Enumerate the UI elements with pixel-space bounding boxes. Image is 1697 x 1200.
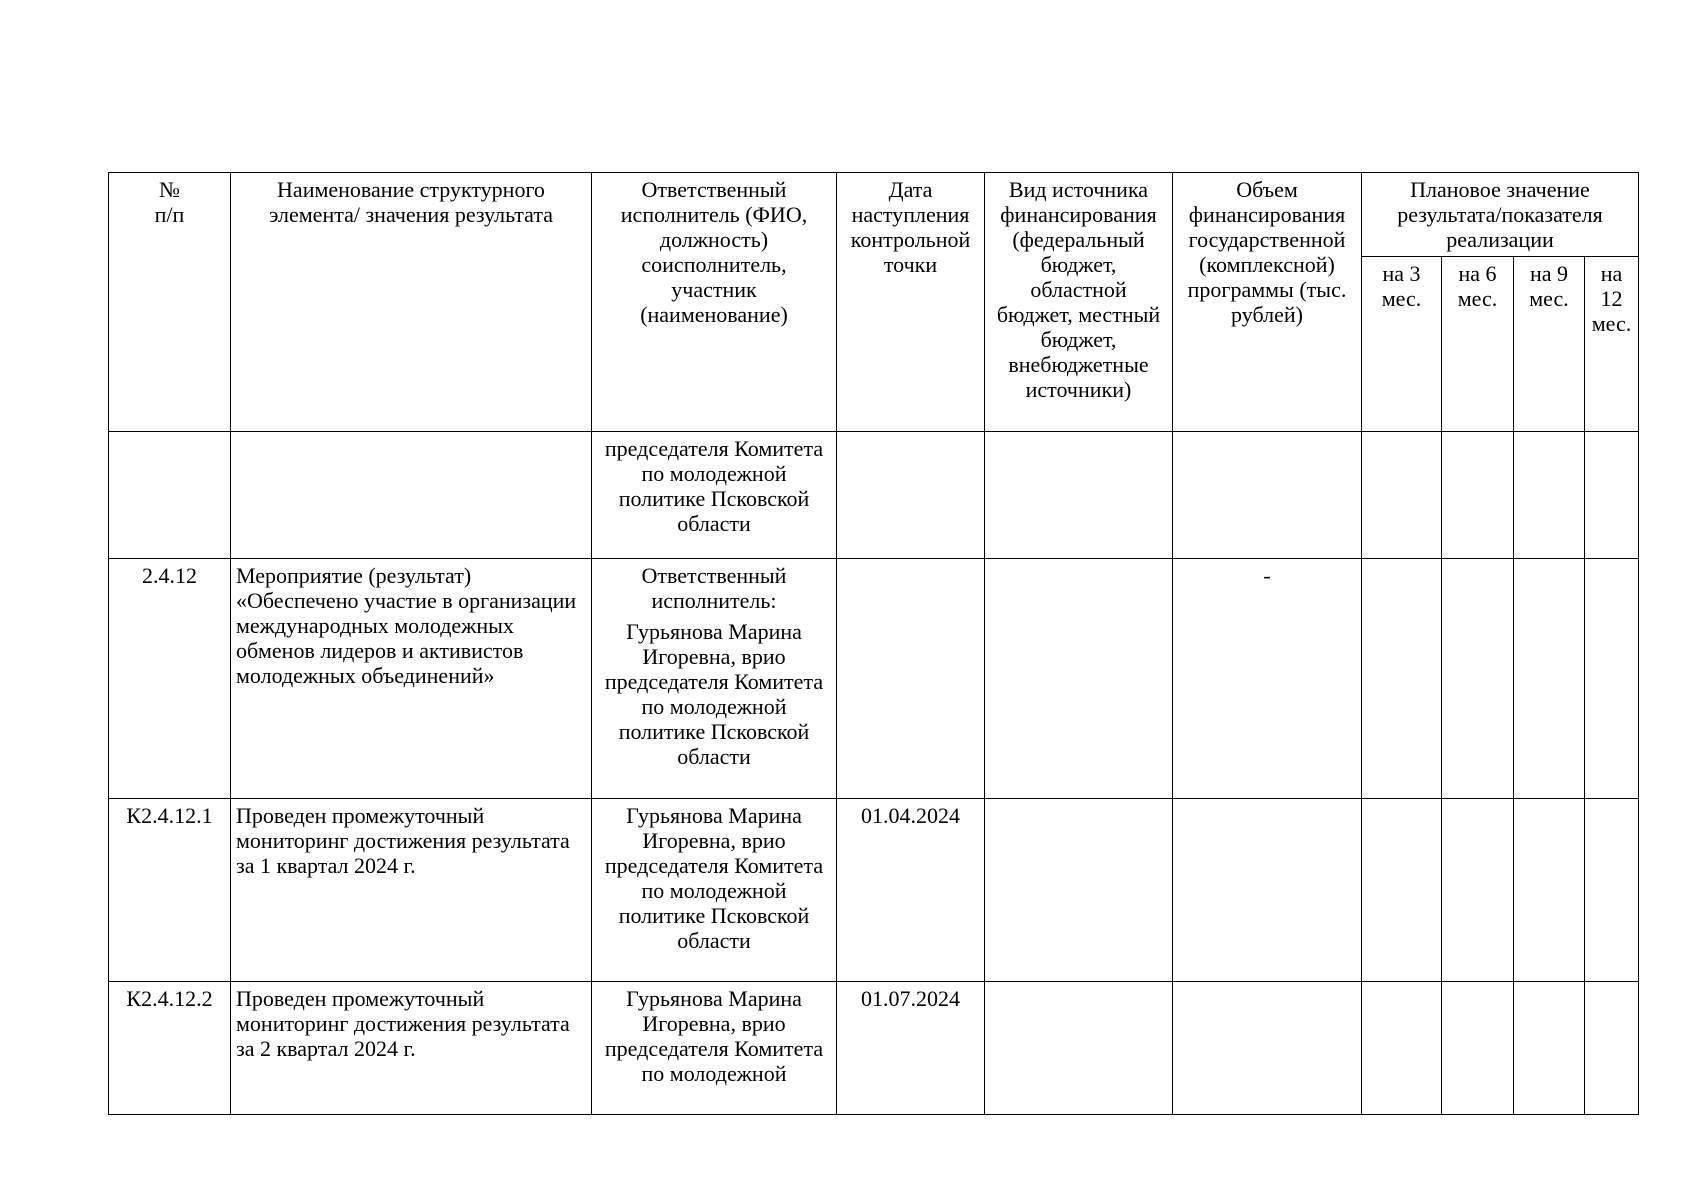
header-responsible: Ответственный исполнитель (ФИО, должность) соисполнитель, участник (наименование) [592, 173, 837, 432]
cell-q6 [1442, 982, 1514, 1115]
responsible-text: председателя Комитета по молодежной политике Псковской области [604, 436, 824, 536]
table-row [109, 559, 1639, 799]
cell-responsible [592, 982, 837, 1115]
header-num: № п/п [109, 173, 231, 432]
cell-volume [1173, 799, 1362, 982]
cell-num: К2.4.12.2 [109, 982, 231, 1115]
cell-q3 [1362, 432, 1442, 559]
table-row [109, 982, 1639, 1115]
cell-num: К2.4.12.1 [109, 799, 231, 982]
header-q3: на 3 мес. [1362, 257, 1442, 432]
cell-date: 01.04.2024 [837, 799, 985, 982]
cell-name [231, 432, 592, 559]
cell-q9 [1514, 432, 1585, 559]
cell-name: Проведен промежуточный мониторинг достижения результата за 1 квартал 2024 г. [231, 799, 592, 982]
cell-q6 [1442, 799, 1514, 982]
cell-q12 [1585, 559, 1639, 799]
table-row [109, 799, 1639, 982]
cell-date [837, 559, 985, 799]
cell-q3 [1362, 559, 1442, 799]
table-body [109, 432, 1639, 1115]
cell-date [837, 432, 985, 559]
plan-table [108, 172, 1639, 1115]
cell-q6 [1442, 559, 1514, 799]
responsible-role: Ответственный исполнитель: [641, 563, 787, 613]
cell-q12 [1585, 799, 1639, 982]
cell-volume [1173, 432, 1362, 559]
cell-q9 [1514, 559, 1585, 799]
header-q6: на 6 мес. [1442, 257, 1514, 432]
header-q12: на 12 мес. [1585, 257, 1639, 432]
cell-num [109, 432, 231, 559]
header-row [109, 173, 1639, 257]
cell-volume: - [1173, 559, 1362, 799]
cell-volume [1173, 982, 1362, 1115]
cell-source [985, 799, 1173, 982]
header-name: Наименование структурного элемента/ значения результата [231, 173, 592, 432]
cell-source [985, 559, 1173, 799]
cell-q12 [1585, 432, 1639, 559]
responsible-text: Гурьянова Марина Игоревна, врио председателя Комитета по молодежной политике Псковской области [604, 619, 824, 769]
header-volume: Объем финансирования государственной (комплексной) программы (тыс. рублей) [1173, 173, 1362, 432]
cell-responsible [592, 799, 837, 982]
cell-q9 [1514, 799, 1585, 982]
cell-date: 01.07.2024 [837, 982, 985, 1115]
header-q9: на 9 мес. [1514, 257, 1585, 432]
cell-q3 [1362, 982, 1442, 1115]
cell-source [985, 982, 1173, 1115]
cell-q12 [1585, 982, 1639, 1115]
header-date: Дата наступления контрольной точки [837, 173, 985, 432]
responsible-text: Гурьянова Марина Игоревна, врио председателя Комитета по молодежной [604, 986, 824, 1086]
cell-q9 [1514, 982, 1585, 1115]
header-plan: Плановое значение результата/показателя реализации [1362, 173, 1639, 257]
cell-responsible [592, 559, 837, 799]
cell-name: Проведен промежуточный мониторинг достижения результата за 2 квартал 2024 г. [231, 982, 592, 1115]
cell-name: Мероприятие (результат) «Обеспечено участие в организации международных молодежных обменов лидеров и активистов молодежных объединений» [231, 559, 592, 799]
cell-num: 2.4.12 [109, 559, 231, 799]
cell-q6 [1442, 432, 1514, 559]
responsible-text: Гурьянова Марина Игоревна, врио председателя Комитета по молодежной политике Псковской области [604, 803, 824, 953]
cell-responsible [592, 432, 837, 559]
cell-source [985, 432, 1173, 559]
header-source: Вид источника финансирования (федеральный бюджет, областной бюджет, местный бюджет, внебюджетные источники) [985, 173, 1173, 432]
table-row [109, 432, 1639, 559]
cell-q3 [1362, 799, 1442, 982]
